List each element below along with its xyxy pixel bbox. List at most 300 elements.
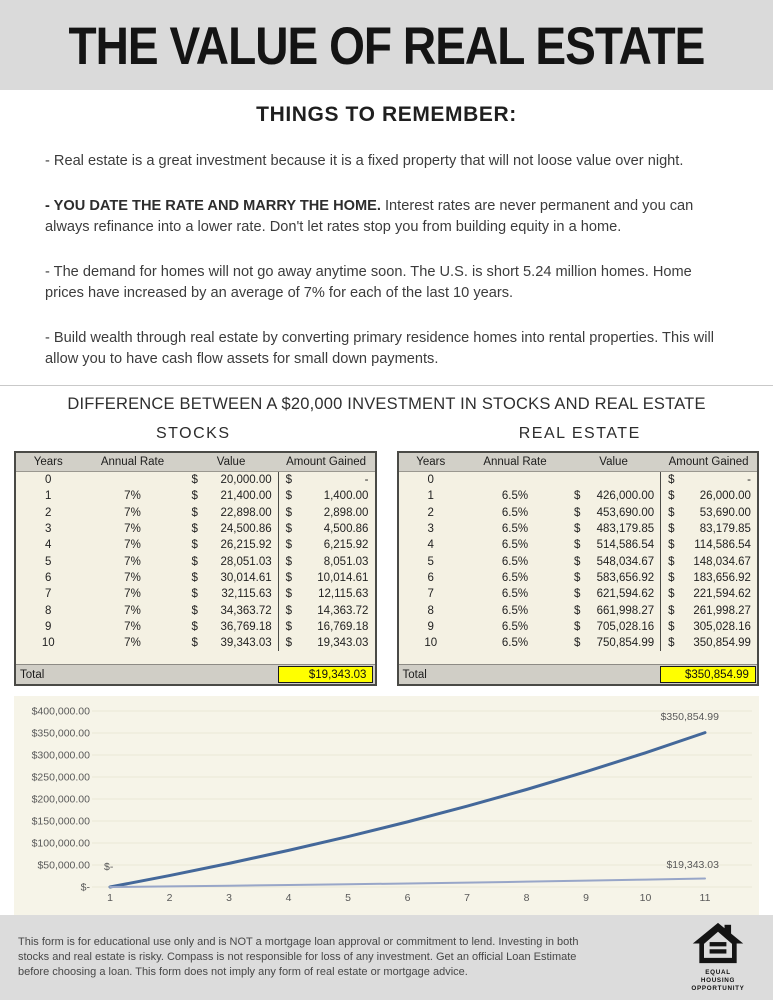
section-divider	[0, 385, 773, 386]
table-labels	[0, 425, 773, 443]
currency-symbol: $	[573, 555, 581, 568]
column-header: Annual Rate	[100, 456, 165, 468]
x-axis-tick: 6	[404, 892, 411, 905]
year-cell: 8	[45, 604, 52, 617]
money-cell	[567, 507, 660, 519]
gained-cell	[278, 521, 375, 537]
real-estate-table	[397, 451, 760, 686]
point-text: - Build wealth through real estate by converting primary residence homes into rental properties. This will allow you to have cash flow assets for small down payments.	[45, 330, 714, 367]
table-row	[16, 570, 375, 586]
page-title: THE VALUE OF REAL ESTATE	[68, 15, 705, 75]
currency-symbol: $	[573, 571, 581, 584]
table-row	[16, 553, 375, 569]
amount-value: 305,028.16	[693, 620, 751, 633]
gained-cell	[278, 537, 375, 553]
money-cell	[661, 539, 757, 551]
currency-symbol: $	[573, 604, 581, 617]
table-row	[399, 521, 758, 537]
currency-symbol: $	[191, 588, 198, 601]
point-text: - Real estate is a great investment because it is a fixed property that will not loose value over night.	[45, 153, 684, 169]
gained-cell	[660, 505, 757, 521]
amount-value: 6,215.92	[323, 539, 369, 552]
money-cell	[567, 588, 660, 600]
table-header-row	[16, 453, 375, 472]
value-cell	[184, 523, 277, 535]
year-cell: 1	[45, 490, 52, 503]
amount-value: 750,854.99	[596, 637, 655, 650]
amount-value: 12,115.63	[318, 588, 369, 601]
gained-cell	[660, 619, 757, 635]
gained-cell	[278, 553, 375, 569]
amount-value: 114,586.54	[694, 539, 751, 552]
real-estate-label: REAL ESTATE	[518, 425, 641, 442]
y-axis-tick: $100,000.00	[31, 837, 90, 850]
money-cell	[567, 556, 660, 568]
line-chart	[14, 696, 759, 911]
value-cell	[184, 605, 277, 617]
amount-value: 661,998.27	[596, 604, 655, 617]
money-cell	[567, 523, 660, 535]
year-cell: 4	[427, 539, 434, 552]
blank-row	[16, 651, 375, 664]
currency-symbol: $	[668, 571, 675, 584]
year-cell: 0	[427, 474, 434, 487]
year-cell: 8	[427, 604, 434, 617]
currency-symbol: $	[285, 490, 293, 503]
amount-value: 16,769.18	[317, 620, 369, 633]
currency-symbol: $	[285, 620, 293, 633]
amount-value: 14,363.72	[317, 604, 369, 617]
remember-point	[45, 196, 728, 238]
amount-value: 26,000.00	[699, 490, 751, 503]
amount-value: 22,898.00	[220, 506, 272, 519]
amount-value: 705,028.16	[596, 620, 655, 633]
amount-value: 32,115.63	[221, 588, 272, 601]
year-cell: 6	[427, 571, 434, 584]
amount-value: 36,769.18	[220, 620, 272, 633]
year-cell: 3	[45, 523, 52, 536]
money-cell	[184, 507, 277, 519]
money-cell	[567, 637, 660, 649]
amount-value: 34,363.72	[220, 604, 272, 617]
money-cell	[567, 605, 660, 617]
money-cell	[279, 621, 375, 633]
currency-symbol: $	[285, 571, 293, 584]
table-total-row	[16, 664, 375, 684]
amount-value: 1,400.00	[323, 490, 369, 503]
year-cell: 4	[45, 539, 52, 552]
year-cell: 6	[45, 571, 52, 584]
value-cell	[567, 507, 660, 519]
currency-symbol: $	[573, 588, 581, 601]
money-cell	[279, 490, 375, 502]
things-to-remember-heading: THINGS TO REMEMBER:	[256, 103, 517, 126]
footer-band	[0, 915, 773, 1000]
amount-value: 19,343.03	[317, 637, 369, 650]
currency-symbol: $	[573, 523, 581, 536]
column-header: Value	[599, 456, 628, 468]
rate-cell: 7%	[124, 555, 141, 568]
value-cell	[567, 523, 660, 535]
value-cell	[184, 539, 277, 551]
series-line	[110, 733, 705, 887]
value-cell	[184, 474, 277, 486]
x-axis-tick: 1	[107, 892, 113, 905]
money-cell	[567, 539, 660, 551]
table-row	[16, 537, 375, 553]
value-cell	[567, 588, 660, 600]
currency-symbol: $	[668, 620, 675, 633]
year-cell: 9	[45, 620, 52, 633]
rate-cell: 6.5%	[501, 555, 529, 568]
currency-symbol: $	[285, 637, 293, 650]
amount-value: 514,586.54	[596, 539, 655, 552]
point-text: Interest rates are never permanent and you can always refinance into a lower rate. Don't let rates stop you from building equity in a home.	[45, 198, 694, 235]
table-row	[16, 521, 375, 537]
comparison-heading: DIFFERENCE BETWEEN A $20,000 INVESTMENT IN STOCKS AND REAL ESTATE	[67, 395, 706, 413]
money-cell	[184, 588, 277, 600]
money-cell	[661, 556, 757, 568]
blank-row	[399, 651, 758, 664]
currency-symbol: $	[668, 539, 675, 552]
money-cell	[184, 523, 277, 535]
currency-symbol: $	[191, 539, 198, 552]
amount-value: 221,594.62	[693, 588, 751, 601]
y-axis-tick: $150,000.00	[31, 815, 90, 828]
amount-value: 8,051.03	[323, 555, 369, 568]
year-cell: 10	[424, 637, 438, 650]
column-header: Years	[33, 456, 63, 468]
amount-value: 21,400.00	[220, 490, 272, 503]
amount-value: 4,500.86	[323, 523, 369, 536]
currency-symbol: $	[285, 474, 293, 487]
money-cell	[661, 588, 757, 600]
remember-point	[45, 262, 728, 304]
table-row	[399, 537, 758, 553]
value-cell	[567, 539, 660, 551]
amount-value: 39,343.03	[220, 637, 272, 650]
gained-cell	[660, 635, 757, 651]
x-axis-tick: 9	[583, 892, 589, 905]
amount-value: 261,998.27	[693, 604, 751, 617]
y-axis-tick: $300,000.00	[31, 749, 90, 762]
currency-symbol: $	[668, 523, 675, 536]
gained-cell	[660, 586, 757, 602]
money-cell	[184, 572, 277, 584]
rate-cell: 7%	[124, 539, 141, 552]
table-row	[399, 602, 758, 618]
gained-cell	[278, 505, 375, 521]
rate-cell: 6.5%	[501, 490, 529, 503]
value-cell	[567, 637, 660, 649]
amount-value: 426,000.00	[596, 490, 655, 503]
value-cell	[184, 490, 277, 502]
money-cell	[279, 507, 375, 519]
rate-cell: 7%	[124, 604, 141, 617]
currency-symbol: $	[285, 555, 293, 568]
amount-value: 83,179.85	[699, 523, 751, 536]
disclaimer-text: This form is for educational use only and is NOT a mortgage loan approval or commitment to lend. Investing in both stocks and real estate is risky. Compass is not responsible for loss of any investment. Get an official Loan Estimate before choosing a loan. This form does not imply any form of real estate or mortgage advice.	[18, 936, 579, 978]
money-cell	[279, 523, 375, 535]
year-cell: 1	[427, 490, 434, 503]
currency-symbol: $	[191, 604, 198, 617]
money-cell	[184, 556, 277, 568]
remember-point	[45, 328, 728, 370]
gained-cell	[278, 602, 375, 618]
x-axis-tick: 7	[464, 892, 470, 905]
money-cell	[184, 637, 277, 649]
year-cell: 5	[427, 555, 434, 568]
x-axis-tick: 3	[226, 892, 232, 905]
currency-symbol: $	[191, 474, 198, 487]
gained-cell	[278, 586, 375, 602]
year-cell: 9	[427, 620, 434, 633]
money-cell	[567, 572, 660, 584]
year-cell: 7	[427, 588, 434, 601]
y-axis-tick: $200,000.00	[31, 793, 90, 806]
y-axis-tick: $400,000.00	[31, 705, 90, 718]
currency-symbol: $	[573, 620, 581, 633]
amount-value: 483,179.85	[596, 523, 655, 536]
amount-value: -	[747, 474, 751, 487]
x-axis-tick: 4	[285, 892, 292, 905]
currency-symbol: $	[573, 539, 581, 552]
x-axis-tick: 5	[345, 892, 351, 905]
amount-value: 28,051.03	[220, 555, 272, 568]
money-cell	[184, 539, 277, 551]
equal-housing-house-icon	[690, 922, 746, 964]
currency-symbol: $	[285, 506, 293, 519]
table-row	[399, 505, 758, 521]
x-axis-tick: 8	[523, 892, 530, 905]
rate-cell: 7%	[124, 588, 141, 601]
table-row	[399, 488, 758, 504]
point-text: - The demand for homes will not go away anytime soon. The U.S. is short 5.24 million homes. Home prices have increased by an average of 7% for each of the last 10 years.	[45, 264, 692, 301]
year-cell: 2	[427, 506, 434, 519]
table-row	[399, 570, 758, 586]
amount-value: 621,594.62	[596, 588, 655, 601]
currency-symbol: $	[285, 539, 293, 552]
amount-value: 548,034.67	[596, 555, 655, 568]
table-header-row	[399, 453, 758, 472]
rate-cell: 7%	[124, 637, 141, 650]
currency-symbol: $	[668, 555, 675, 568]
money-cell	[661, 605, 757, 617]
value-cell	[184, 556, 277, 568]
year-cell: 2	[45, 506, 52, 519]
value-cell	[567, 490, 660, 502]
currency-symbol: $	[191, 555, 198, 568]
gained-cell	[278, 619, 375, 635]
x-axis-tick: 11	[699, 892, 711, 905]
column-header: Value	[216, 456, 246, 468]
currency-symbol: $	[285, 588, 293, 601]
value-cell	[184, 588, 277, 600]
money-cell	[279, 637, 375, 649]
money-cell	[661, 621, 757, 633]
currency-symbol: $	[668, 474, 675, 487]
money-cell	[184, 605, 277, 617]
remember-points	[45, 151, 728, 370]
amount-value: 20,000.00	[220, 474, 272, 487]
currency-symbol: $	[668, 506, 675, 519]
currency-symbol: $	[573, 506, 581, 519]
money-cell	[279, 572, 375, 584]
column-header: Amount Gained	[286, 456, 367, 468]
currency-symbol: $	[668, 588, 675, 601]
table-row	[16, 619, 375, 635]
total-label: Total	[402, 668, 427, 681]
equal-housing-text-line1: EQUAL HOUSING	[700, 969, 736, 985]
currency-symbol: $	[573, 490, 581, 503]
money-cell	[184, 474, 277, 486]
value-cell	[567, 572, 660, 584]
start-data-label: $-	[104, 861, 114, 874]
rate-cell: 6.5%	[501, 539, 529, 552]
value-cell	[184, 572, 277, 584]
column-header: Years	[416, 456, 446, 468]
currency-symbol: $	[573, 637, 581, 650]
money-cell	[661, 507, 757, 519]
money-cell	[279, 605, 375, 617]
year-cell: 5	[45, 555, 52, 568]
amount-value: 24,500.86	[220, 523, 272, 536]
amount-value: 183,656.92	[693, 571, 751, 584]
currency-symbol: $	[191, 571, 198, 584]
rate-cell: 6.5%	[501, 523, 529, 536]
rate-cell: 6.5%	[501, 506, 529, 519]
money-cell	[279, 474, 375, 486]
rate-cell: 7%	[124, 571, 141, 584]
currency-symbol: $	[668, 490, 675, 503]
amount-value: 30,014.61	[220, 571, 272, 584]
gained-cell	[660, 521, 757, 537]
table-row	[16, 472, 375, 488]
money-cell	[279, 539, 375, 551]
value-cell	[567, 605, 660, 617]
value-cell	[184, 637, 277, 649]
rate-cell: 7%	[124, 523, 141, 536]
equal-housing-logo	[687, 922, 749, 993]
year-cell: 10	[41, 637, 55, 650]
value-cell	[184, 621, 277, 633]
table-row	[16, 505, 375, 521]
amount-value: 10,014.61	[317, 571, 369, 584]
money-cell	[661, 523, 757, 535]
table-total-row	[399, 664, 758, 684]
table-row	[399, 553, 758, 569]
amount-value: 583,656.92	[596, 571, 655, 584]
money-cell	[567, 490, 660, 502]
point-lead: - YOU DATE THE RATE AND MARRY THE HOME.	[45, 198, 381, 214]
money-cell	[661, 637, 757, 649]
currency-symbol: $	[191, 637, 198, 650]
table-row	[399, 472, 758, 488]
currency-symbol: $	[191, 523, 198, 536]
gained-cell	[660, 602, 757, 618]
total-label: Total	[20, 668, 45, 681]
column-header: Amount Gained	[668, 456, 749, 468]
money-cell	[661, 490, 757, 502]
end-data-label: $19,343.03	[666, 859, 719, 872]
rate-cell: 7%	[124, 620, 141, 633]
rate-cell: 6.5%	[501, 604, 529, 617]
header-band	[0, 0, 773, 90]
gained-cell	[278, 635, 375, 651]
gained-cell	[278, 472, 375, 488]
y-axis-tick: $-	[80, 881, 90, 894]
equal-housing-text-line2: OPPORTUNITY	[691, 984, 745, 992]
currency-symbol: $	[668, 604, 675, 617]
amount-value: -	[364, 474, 369, 487]
x-axis-tick: 10	[639, 892, 652, 905]
money-cell	[279, 556, 375, 568]
amount-value: 2,898.00	[323, 506, 369, 519]
amount-value: 53,690.00	[699, 506, 751, 519]
comparison-chart	[14, 696, 759, 916]
column-header: Annual Rate	[483, 456, 547, 468]
rate-cell: 6.5%	[501, 588, 529, 601]
currency-symbol: $	[191, 506, 198, 519]
comparison-tables	[14, 451, 759, 686]
y-axis-tick: $50,000.00	[37, 859, 90, 872]
rate-cell: 6.5%	[501, 620, 529, 633]
year-cell: 7	[45, 588, 52, 601]
year-cell: 3	[427, 523, 434, 536]
gained-cell	[660, 488, 757, 504]
table-row	[16, 602, 375, 618]
money-cell	[567, 621, 660, 633]
rate-cell: 6.5%	[501, 571, 529, 584]
gained-cell	[278, 570, 375, 586]
currency-symbol: $	[668, 637, 675, 650]
value-cell	[567, 621, 660, 633]
amount-value: 26,215.92	[220, 539, 272, 552]
rate-cell: 7%	[124, 490, 141, 503]
year-cell: 0	[45, 474, 52, 487]
end-data-label: $350,854.99	[660, 711, 719, 724]
amount-value: 350,854.99	[693, 637, 751, 650]
gained-cell	[660, 570, 757, 586]
table-row	[399, 619, 758, 635]
y-axis-tick: $350,000.00	[31, 727, 90, 740]
table-row	[16, 635, 375, 651]
currency-symbol: $	[285, 523, 293, 536]
remember-point	[45, 151, 728, 172]
currency-symbol: $	[191, 490, 198, 503]
money-cell	[661, 572, 757, 584]
gained-cell	[278, 488, 375, 504]
amount-value: 148,034.67	[693, 555, 751, 568]
money-cell	[279, 588, 375, 600]
stocks-table	[14, 451, 377, 686]
gained-cell	[660, 553, 757, 569]
stocks-label: STOCKS	[156, 425, 231, 442]
table-row	[399, 586, 758, 602]
money-cell	[661, 474, 757, 486]
currency-symbol: $	[285, 604, 293, 617]
table-row	[16, 488, 375, 504]
money-cell	[184, 490, 277, 502]
money-cell	[184, 621, 277, 633]
x-axis-tick: 2	[166, 892, 173, 905]
table-row	[16, 586, 375, 602]
value-cell	[184, 507, 277, 519]
table-row	[399, 635, 758, 651]
series-line	[110, 879, 705, 888]
currency-symbol: $	[191, 620, 198, 633]
rate-cell: 6.5%	[501, 637, 529, 650]
